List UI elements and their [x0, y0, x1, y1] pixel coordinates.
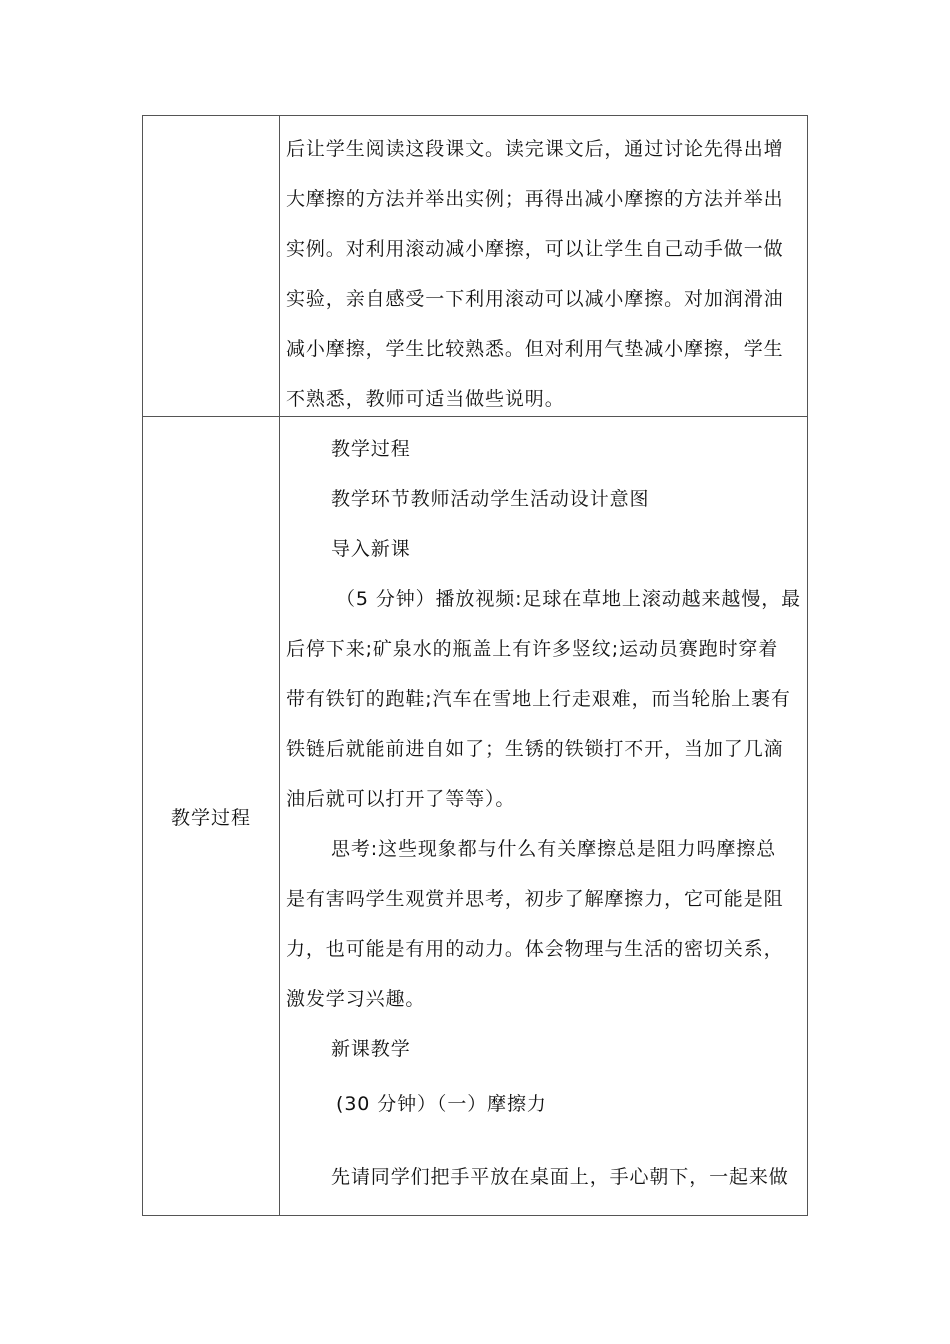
text-line: 教学环节教师活动学生活动设计意图 [331, 488, 650, 510]
text-line: 大摩擦的方法并举出实例；再得出减小摩擦的方法并举出 [286, 188, 784, 210]
table-row [143, 417, 807, 1215]
text-line: 不熟悉，教师可适当做些说明。 [286, 388, 565, 410]
text-line: 思考:这些现象都与什么有关摩擦总是阻力吗摩擦总 [331, 838, 777, 860]
section-heading: 教学过程 [331, 438, 411, 460]
row-content-cell [280, 116, 807, 416]
row-content-cell [280, 417, 807, 1215]
text-line: 实例。对利用滚动减小摩擦，可以让学生自己动手做一做 [286, 238, 784, 260]
text-line: 减小摩擦，学生比较熟悉。但对利用气垫减小摩擦，学生 [286, 338, 784, 360]
text-line: (30 分钟）（一）摩擦力 [336, 1093, 547, 1115]
table-row [143, 116, 807, 417]
text-line: 先请同学们把手平放在桌面上，手心朝下，一起来做 [331, 1166, 789, 1188]
text-line: 是有害吗学生观赏并思考，初步了解摩擦力，它可能是阻 [286, 888, 784, 910]
text-line: 带有铁钉的跑鞋;汽车在雪地上行走艰难，而当轮胎上裹有 [286, 688, 791, 710]
row-label-teaching-process: 教学过程 [170, 806, 251, 829]
text-line: 铁链后就能前进自如了；生锈的铁锁打不开，当加了几滴 [286, 738, 784, 760]
lesson-plan-table [142, 115, 808, 1216]
text-line: 激发学习兴趣。 [286, 988, 426, 1010]
text-line: 力，也可能是有用的动力。体会物理与生活的密切关系， [286, 938, 784, 960]
row-label-cell [143, 116, 279, 416]
text-line: 实验，亲自感受一下利用滚动可以减小摩擦。对加润滑油 [286, 288, 784, 310]
text-line: （5 分钟）播放视频:足球在草地上滚动越来越慢，最 [336, 588, 802, 610]
section-heading: 新课教学 [331, 1038, 411, 1060]
text-line: 后让学生阅读这段课文。读完课文后，通过讨论先得出增 [286, 138, 784, 160]
text-line: 油后就可以打开了等等）。 [286, 788, 516, 810]
section-heading: 导入新课 [331, 538, 411, 560]
text-line: 后停下来;矿泉水的瓶盖上有许多竖纹;运动员赛跑时穿着 [286, 638, 779, 660]
